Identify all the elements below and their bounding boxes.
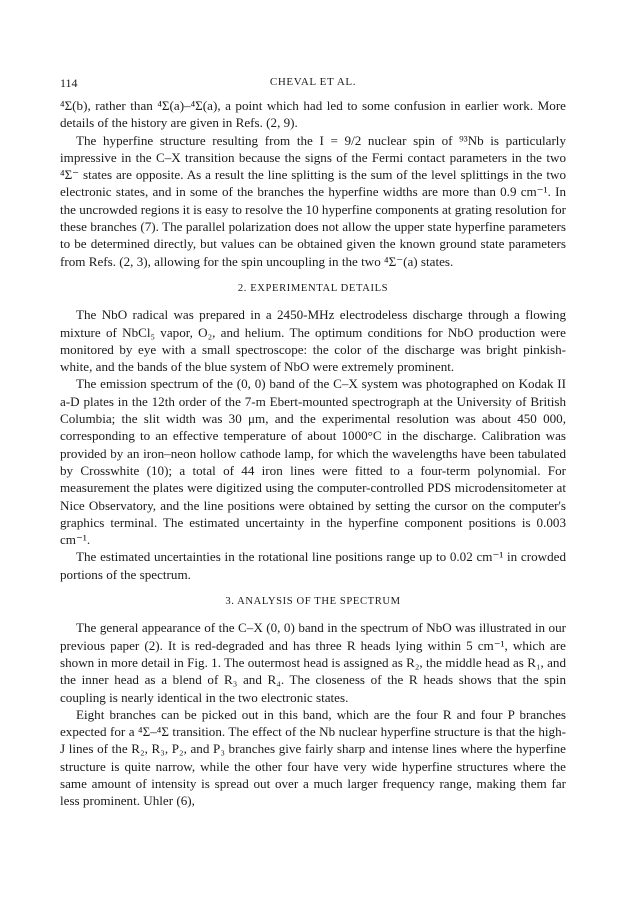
section-heading-analysis: 3. ANALYSIS OF THE SPECTRUM xyxy=(225,596,401,608)
running-head: CHEVAL ET AL. xyxy=(269,76,357,88)
paragraph-uncertainties: The estimated uncertainties in the rotational line positions range up to 0.02 cm⁻¹ in crowded portions of the spectrum. xyxy=(60,549,566,582)
paragraph-hyperfine: The hyperfine structure resulting from the I = 9/2 nuclear spin of ⁹³Nb is particularly impressive in the C–X transition because the signs of the Fermi contact parameters in the two ⁴Σ⁻ states are opposite. As a result the line splitting is the sum of the level splittings in the two electronic states, and in some of the branches the hyperfine widths are more than 0.9 cm⁻¹. In the uncrowded regions it is easy to resolve the 10 hyperfine components at grating resolution for these branches (7). The parallel polarization does not allow the upper state hyperfine parameters to be determined directly, but values can be obtained given the known ground state parameters from Refs. (2, 3), allowing for the spin uncoupling in the two ⁴Σ⁻(a) states. xyxy=(60,132,566,269)
paragraph-radical-preparation: The NbO radical was prepared in a 2450-MHz electrodeless discharge through a flowing mixture of NbCl₅ vapor, O₂, and helium. The optimum conditions for NbO production were monitored by eye with a small spectroscope: the color of the discharge was bright pinkish-white, and the bands of the blue system of NbO were extremely prominent. xyxy=(60,307,566,375)
page-header xyxy=(60,76,566,94)
paragraph-emission-spectrum: The emission spectrum of the (0, 0) band of the C–X system was photographed on Kodak II a-D plates in the 12th order of the 7-m Ebert-mounted spectrograph at the University of British Columbia; the slit width was 30 μm, and the experimental resolution was about 450 000, corresponding to an effective temperature of about 1000°C in the discharge. Calibration was provided by an iron–neon hollow cathode lamp, for which the wavelengths have been tabulated by Crosswhite (10); a total of 44 iron lines were fitted to a four-term polynomial. For measurement the plates were digitized using the computer-controlled PDS microdensitometer at Nice Observatory, and the line positions were obtained by setting the cursor on the computer's graphics terminal. The estimated uncertainty in the hyperfine component positions is 0.003 cm⁻¹. xyxy=(60,376,566,548)
article-body xyxy=(60,97,566,810)
page-number: 114 xyxy=(60,76,78,90)
paragraph-branches: Eight branches can be picked out in this band, which are the four R and four P branches expected for a ⁴Σ–⁴Σ transition. The effect of the Nb nuclear hyperfine structure is that the high-J lines of the R₂, R₃, P₂, and P₃ branches give fairly sharp and intense lines where the hyperfine structure is quite narrow, while the other four have very wide hyperfine structures where the same amount of intensity is spread out over a much larger frequency range, making them far less prominent. Uhler (6), xyxy=(60,706,566,809)
section-heading-experimental: 2. EXPERIMENTAL DETAILS xyxy=(237,282,389,294)
paragraph-band-appearance: The general appearance of the C–X (0, 0) band in the spectrum of NbO was illustrated in our previous paper (2). It is red-degraded and has three R heads lying within 5 cm⁻¹, which are shown in more detail in Fig. 1. The outermost head is assigned as R₂, the middle head as R₁, and the inner head as a blend of R₃ and R₄. The closeness of the R heads shows that the spin coupling is nearly identical in the two electronic states. xyxy=(60,620,566,705)
paragraph-continued: ⁴Σ(b), rather than ⁴Σ(a)–⁴Σ(a), a point which had led to some confusion in earlier work. More details of the history are given in Refs. (2, 9). xyxy=(60,98,566,131)
